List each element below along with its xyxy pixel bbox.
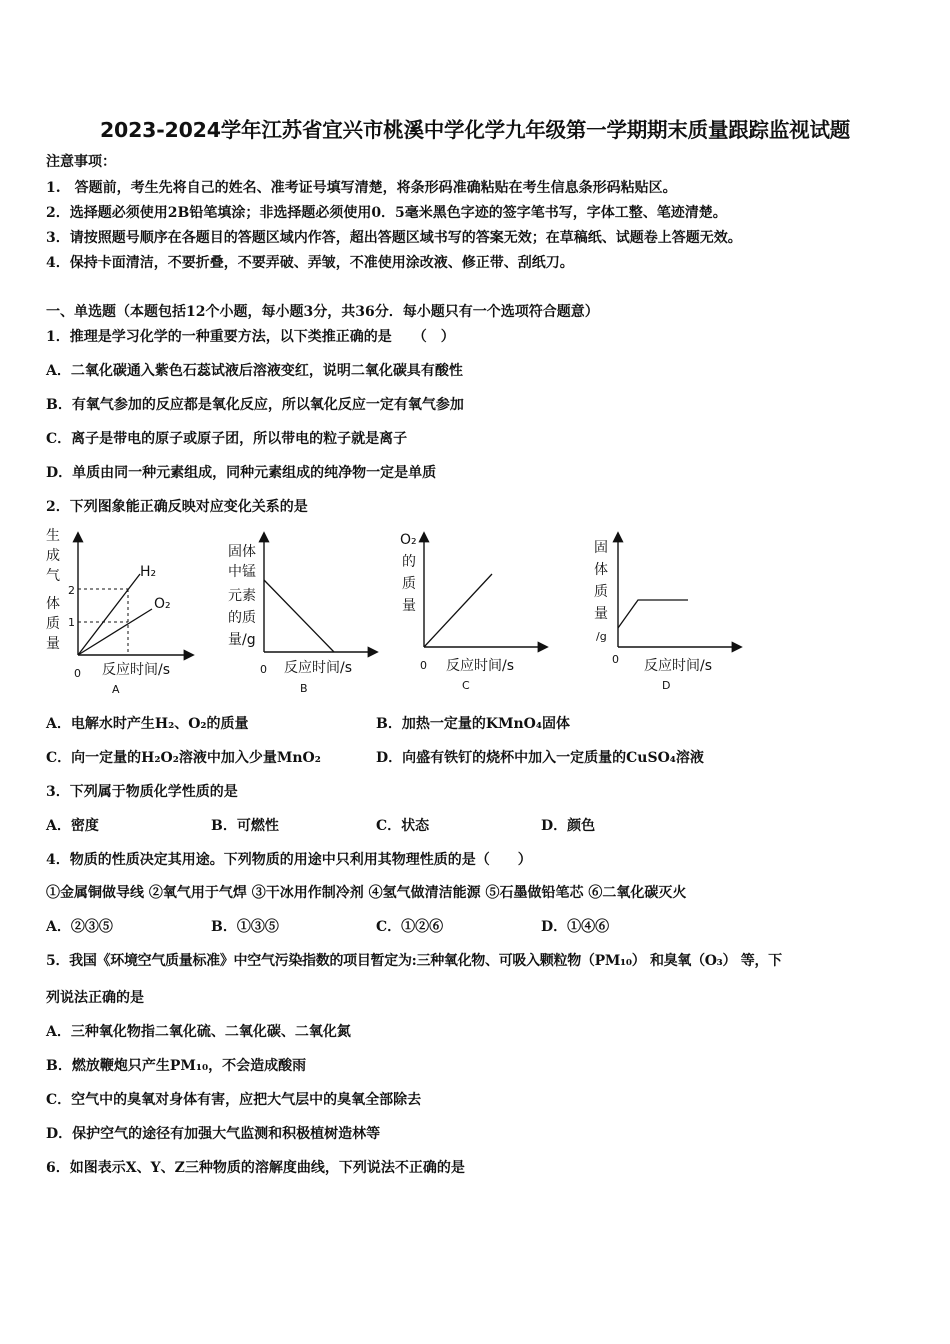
q5-stem-line2: 列说法正确的是 (46, 990, 144, 1006)
graph-d-caption: D (662, 679, 671, 692)
q5-option-a: A．三种氧化物指二氧化硫、二氧化碳、二氧化氮 (46, 1024, 351, 1040)
graph-a (42, 522, 207, 700)
graph-d-ylabel-4: 量 (594, 606, 608, 622)
graph-d-ylabel-1: 固 (594, 540, 608, 556)
graph-d-ylabel-3: 质 (594, 584, 608, 600)
q1-option-b: B．有氧气参加的反应都是氧化反应，所以氧化反应一定有氧气参加 (46, 397, 464, 413)
graph-b-xlabel: 反应时间/s (284, 660, 353, 676)
graph-a-ylabel-5: 质 (46, 616, 60, 632)
q4-option-c: C．①②⑥ (376, 919, 444, 935)
section-heading: 一、单选题（本题包括12个小题，每小题3分，共36分．每小题只有一个选项符合题意） (46, 304, 599, 320)
graph-b-origin: 0 (260, 663, 267, 676)
notice-item-3: 3．请按照题号顺序在各题目的答题区域内作答，超出答题区域书写的答案无效；在草稿纸、试题卷上答题无效。 (46, 230, 742, 246)
graph-c-origin: 0 (420, 659, 427, 672)
graph-c-caption: C (462, 679, 470, 692)
notice-item-1: 1. 答题前，考生先将自己的姓名、准考证号填写清楚，将条形码准确粘贴在考生信息条形码粘贴区。 (46, 180, 677, 196)
graph-b-ylabel-2: 中锰 (228, 564, 256, 580)
graph-b-caption: B (300, 682, 308, 695)
notice-heading: 注意事项： (46, 154, 116, 170)
graph-a-origin: 0 (74, 667, 81, 680)
graph-c-line (424, 574, 492, 647)
q3-option-b: B．可燃性 (211, 818, 279, 834)
q4-stem: 4．物质的性质决定其用途。下列物质的用途中只利用其物理性质的是（ ） (46, 852, 532, 868)
page-title: 2023-2024学年江苏省宜兴市桃溪中学化学九年级第一学期期末质量跟踪监视试题 (99, 118, 851, 142)
graph-b-ylabel-3: 元素 (228, 588, 256, 604)
graph-a-caption: A (112, 683, 120, 696)
graph-a-h2-label: H₂ (140, 564, 157, 580)
graph-c-xlabel: 反应时间/s (446, 658, 515, 674)
graph-c-ylabel-4: 量 (402, 598, 416, 614)
graph-a-o2-label: O₂ (154, 596, 171, 612)
graph-a-ylabel-2: 成 (46, 548, 60, 564)
graph-a-ylabel-3: 气 (46, 568, 60, 584)
q2-option-d: D．向盛有铁钉的烧杯中加入一定质量的CuSO₄溶液 (376, 750, 704, 766)
q6-stem: 6．如图表示X、Y、Z三种物质的溶解度曲线，下列说法不正确的是 (46, 1160, 465, 1176)
q3-stem: 3．下列属于物质化学性质的是 (46, 784, 238, 800)
graph-d-line (618, 600, 688, 628)
q2-option-a: A．电解水时产生H₂、O₂的质量 (46, 716, 249, 732)
graph-b (224, 522, 389, 700)
graph-c (390, 522, 560, 700)
q2-option-c: C．向一定量的H₂O₂溶液中加入少量MnO₂ (46, 750, 321, 766)
q2-option-b: B．加热一定量的KMnO₄固体 (376, 716, 571, 732)
graph-b-ylabel-5: 量/g (228, 632, 256, 648)
q5-option-c: C．空气中的臭氧对身体有害，应把大气层中的臭氧全部除去 (46, 1092, 422, 1108)
graph-a-ylabel-6: 量 (46, 636, 60, 652)
graph-a-tick-2: 2 (68, 584, 75, 597)
q3-option-c: C．状态 (376, 818, 430, 834)
q5-option-d: D．保护空气的途径有加强大气监测和积极植树造林等 (46, 1126, 381, 1142)
graph-b-ylabel-4: 的质 (228, 610, 256, 626)
graph-c-ylabel-3: 质 (402, 576, 416, 592)
q3-option-d: D．颜色 (541, 818, 596, 834)
q4-option-b: B．①③⑤ (211, 919, 279, 935)
q4-items: ①金属铜做导线 ②氧气用于气焊 ③干冰用作制冷剂 ④氢气做清洁能源 ⑤石墨做铅笔芯 ⑥二氧化碳灭火 (46, 885, 687, 901)
graph-d-ylabel-5: /g (596, 630, 607, 643)
graph-d-origin: 0 (612, 653, 619, 666)
q4-option-d: D．①④⑥ (541, 919, 610, 935)
graph-a-xlabel: 反应时间/s (102, 662, 171, 678)
graph-b-ylabel-1: 固体 (228, 544, 256, 560)
q2-stem: 2．下列图象能正确反映对应变化关系的是 (46, 499, 308, 515)
graph-c-ylabel-2: 的 (402, 554, 416, 570)
graph-d-ylabel-2: 体 (594, 562, 608, 578)
graph-b-line (264, 580, 334, 652)
graph-c-ylabel-1: O₂ (400, 532, 417, 548)
q1-option-a: A．二氧化碳通入紫色石蕊试液后溶液变红，说明二氧化碳具有酸性 (46, 363, 463, 379)
q5-option-b: B．燃放鞭炮只产生PM₁₀，不会造成酸雨 (46, 1058, 307, 1074)
graph-a-tick-1: 1 (68, 616, 75, 629)
q3-option-a: A．密度 (46, 818, 99, 834)
q1-stem: 1．推理是学习化学的一种重要方法，以下类推正确的是 （ ） (46, 329, 455, 345)
q4-option-a: A．②③⑤ (46, 919, 113, 935)
q5-stem-line1: 5．我国《环境空气质量标准》中空气污染指数的项目暂定为:三种氧化物、可吸入颗粒物（PM₁₀） 和臭氧（O₃） 等，下 (46, 953, 782, 969)
graph-a-ylabel-1: 生 (46, 528, 60, 544)
graph-a-o2-line (78, 609, 152, 655)
graph-d-xlabel: 反应时间/s (644, 658, 713, 674)
q1-option-d: D．单质由同一种元素组成，同种元素组成的纯净物一定是单质 (46, 465, 437, 481)
notice-item-4: 4．保持卡面清洁，不要折叠，不要弄破、弄皱，不准使用涂改液、修正带、刮纸刀。 (46, 255, 574, 271)
graph-a-ylabel-4: 体 (46, 596, 60, 612)
q1-option-c: C．离子是带电的原子或原子团，所以带电的粒子就是离子 (46, 431, 408, 447)
graph-d (588, 522, 753, 700)
graph-a-h2-line (78, 574, 140, 655)
notice-item-2: 2．选择题必须使用2B铅笔填涂；非选择题必须使用0．5毫米黑色字迹的签字笔书写，字体工整、笔迹清楚。 (46, 205, 727, 221)
